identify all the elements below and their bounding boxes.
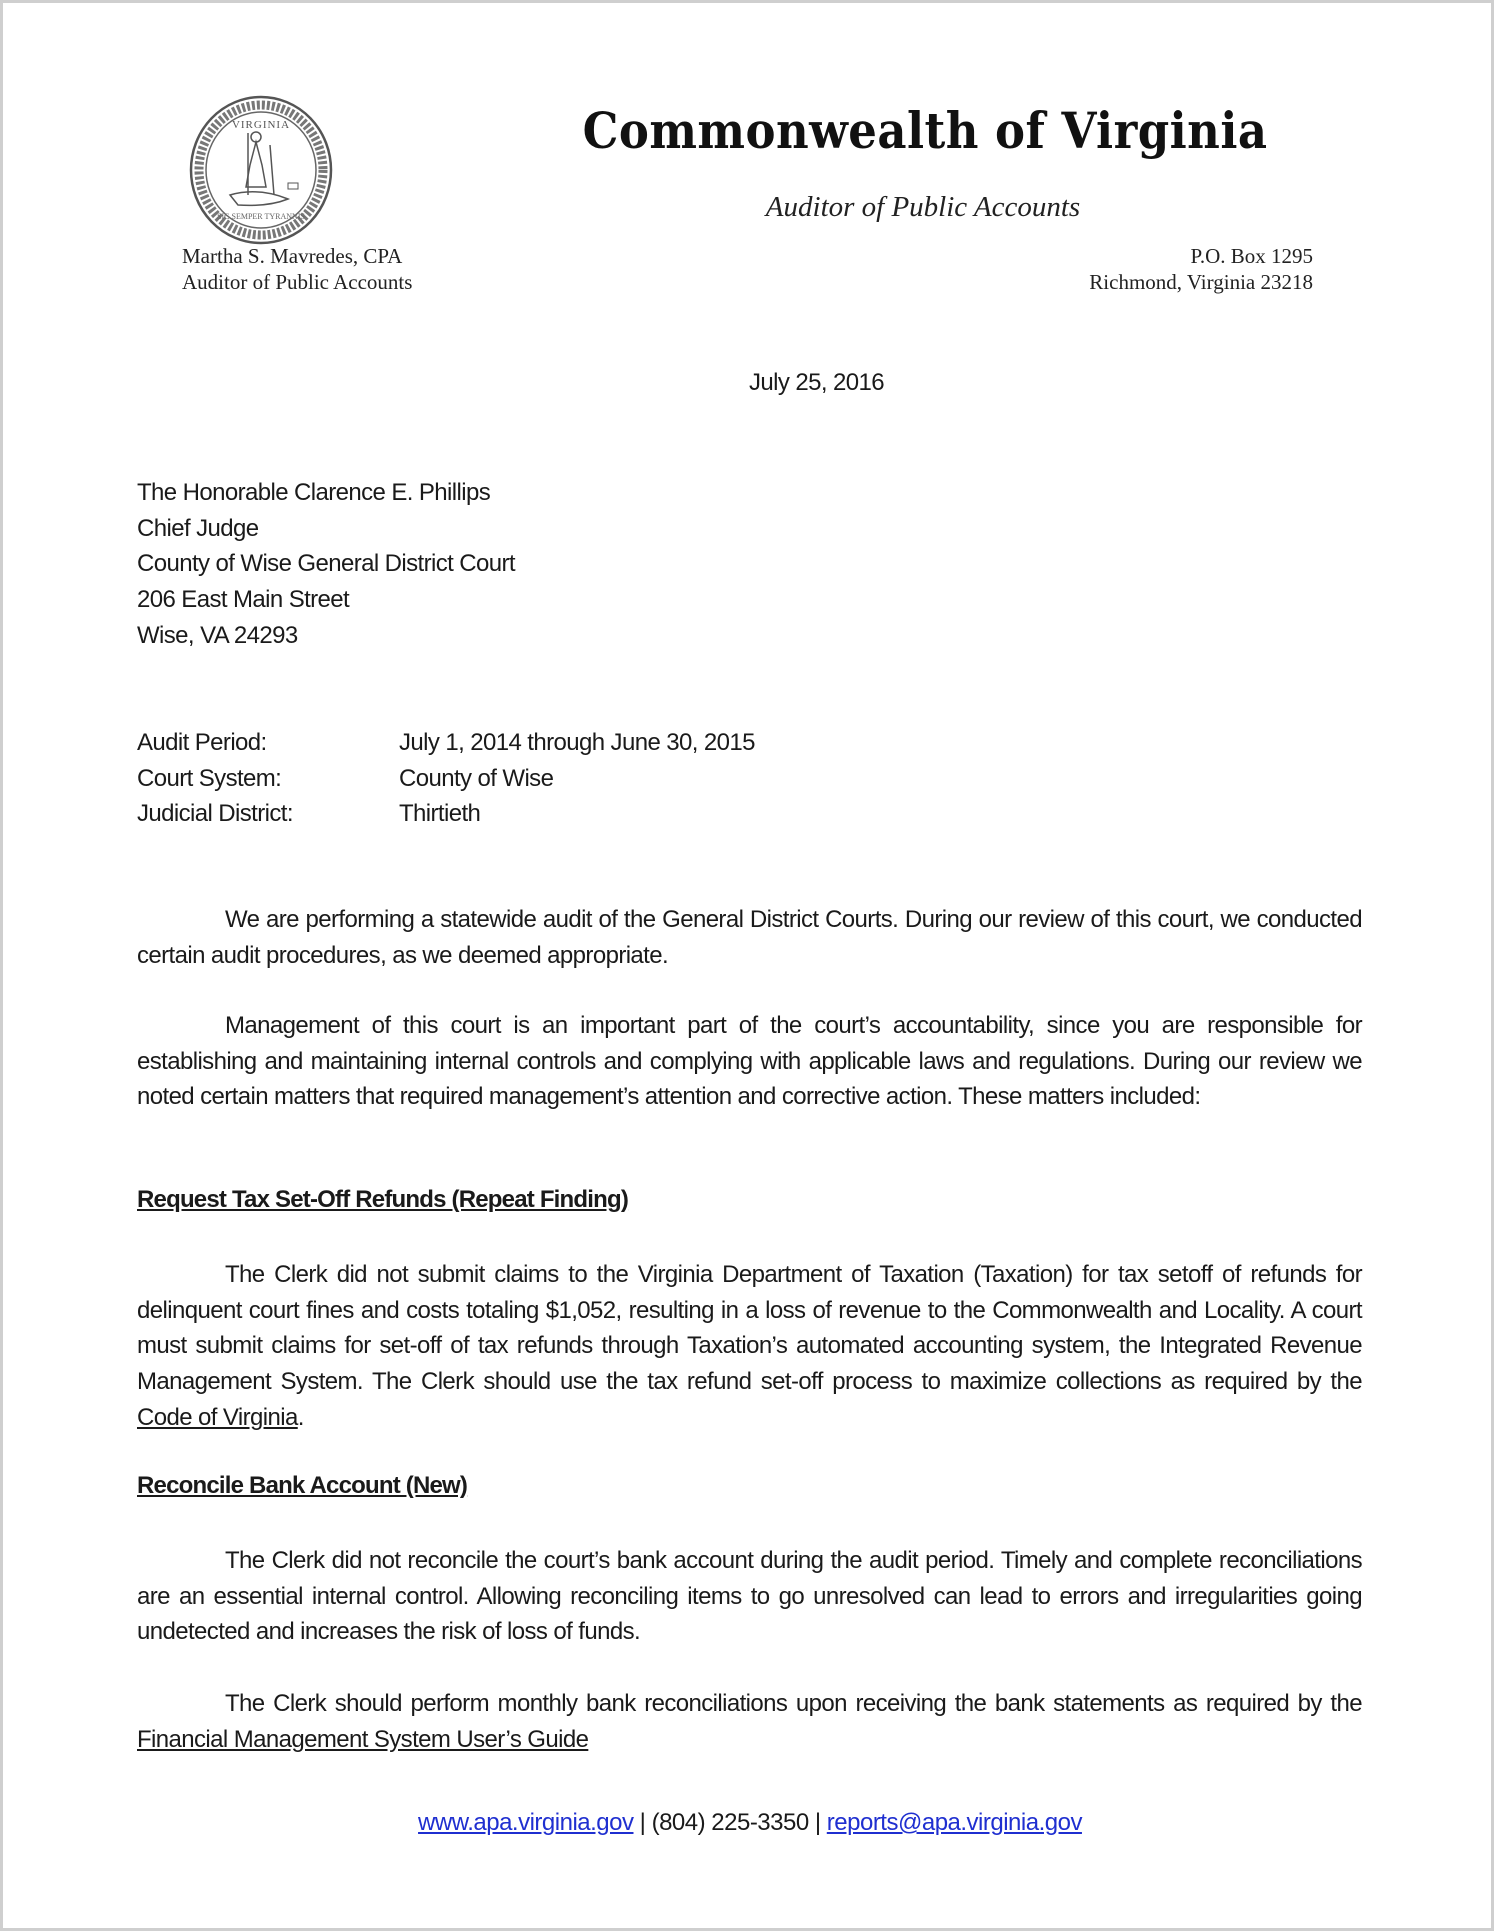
phone-number: (804) 225-3350 bbox=[651, 1809, 809, 1836]
footer-separator: | bbox=[633, 1809, 652, 1836]
auditor-name-block bbox=[182, 243, 412, 295]
auditor-title: Auditor of Public Accounts bbox=[182, 270, 413, 294]
audit-info-row bbox=[137, 796, 755, 832]
recipient-line: Wise, VA 24293 bbox=[137, 621, 298, 649]
audit-info-row bbox=[137, 761, 755, 797]
finding-text-end: . bbox=[297, 1403, 304, 1431]
recipient-line: County of Wise General District Court bbox=[137, 550, 515, 578]
finding-body-bank-reconcile bbox=[137, 1543, 1362, 1650]
management-text: Management of this court is an important part of the court’s accountability, since you are responsible for establishing and maintaining internal controls and complying with applicable laws and regulations. During our review we noted certain matters that required management’s attention and corrective action. These matters included: bbox=[137, 1012, 1362, 1111]
website-link[interactable]: www.apa.virginia.gov bbox=[418, 1809, 634, 1836]
mailing-address-block bbox=[1089, 243, 1313, 295]
finding-text: The Clerk did not submit claims to the Virginia Department of Taxation (Taxation) for tax setoff of refunds for delinquent court fines and costs totaling $1,052, resulting in a loss of revenue to the Commonwealth and Locality. A court must submit claims for set-off of tax refunds through Taxation’s automated accounting system, the Integrated Revenue Management System. The Clerk should use the tax refund set-off process to maximize collections as required by the bbox=[137, 1261, 1362, 1396]
footer-contact bbox=[3, 1809, 1494, 1837]
audit-info-label: Court System: bbox=[137, 764, 282, 792]
intro-text: We are performing a statewide audit of the General District Courts. During our review of this court, we conducted certain audit procedures, as we deemed appropriate. bbox=[137, 906, 1362, 969]
management-paragraph bbox=[137, 1008, 1362, 1115]
finding-heading-bank-reconcile: Reconcile Bank Account (New) bbox=[137, 1472, 468, 1499]
auditor-name: Martha S. Mavredes, CPA bbox=[182, 244, 403, 268]
recipient-line: Chief Judge bbox=[137, 514, 259, 542]
svg-text:SIC SEMPER TYRANNIS: SIC SEMPER TYRANNIS bbox=[217, 212, 305, 221]
audit-info-row bbox=[137, 725, 755, 761]
finding-recommendation-bank-reconcile bbox=[137, 1686, 1362, 1757]
recipient-line: 206 East Main Street bbox=[137, 586, 350, 614]
virginia-seal-icon bbox=[188, 95, 334, 245]
intro-paragraph bbox=[137, 902, 1362, 973]
po-box: P.O. Box 1295 bbox=[1190, 244, 1313, 268]
letter-date: July 25, 2016 bbox=[749, 369, 884, 396]
finding-text: The Clerk did not reconcile the court’s bank account during the audit period. Timely and complete reconciliations are an essential internal control. Allowing reconciling items to go unresolved can lead to errors and irregularities going undetected and increases the risk of loss of funds. bbox=[137, 1547, 1362, 1646]
audit-info bbox=[137, 725, 755, 832]
audit-info-value: Thirtieth bbox=[399, 800, 481, 828]
code-of-virginia-link[interactable]: Code of Virginia bbox=[137, 1403, 298, 1431]
email-link[interactable]: reports@apa.virginia.gov bbox=[826, 1809, 1082, 1836]
recommendation-text: The Clerk should perform monthly bank reconciliations upon receiving the bank statements as required by the bbox=[225, 1690, 1362, 1717]
city-state-zip: Richmond, Virginia 23218 bbox=[1089, 270, 1313, 294]
letterhead-title: Commonwealth of Virginia bbox=[582, 101, 1268, 160]
recipient-line: The Honorable Clarence E. Phillips bbox=[137, 479, 491, 506]
svg-text:VIRGINIA: VIRGINIA bbox=[231, 119, 291, 131]
finding-heading-tax-setoff: Request Tax Set-Off Refunds (Repeat Finding) bbox=[137, 1186, 629, 1213]
audit-info-value: July 1, 2014 through June 30, 2015 bbox=[399, 729, 755, 756]
audit-info-value: County of Wise bbox=[399, 764, 554, 792]
audit-info-label: Judicial District: bbox=[137, 800, 293, 828]
recipient-address bbox=[137, 475, 515, 654]
fms-users-guide-link[interactable]: Financial Management System User’s Guide bbox=[137, 1725, 589, 1753]
finding-body-tax-setoff bbox=[137, 1257, 1362, 1436]
letterhead-subtitle: Auditor of Public Accounts bbox=[765, 191, 1081, 223]
footer-separator: | bbox=[808, 1809, 827, 1836]
audit-info-label: Audit Period: bbox=[137, 729, 267, 756]
